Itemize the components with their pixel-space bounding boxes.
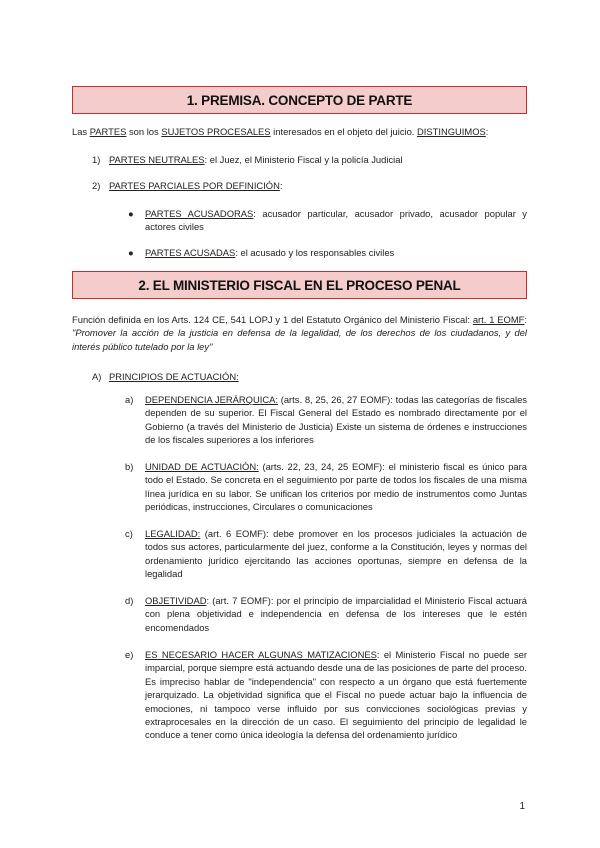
bullet-1-text: : acusador particular, acusador privado, acusador popular y actores civiles <box>145 208 527 233</box>
item-1 <box>109 153 529 166</box>
sub-a-label: PRINCIPIOS DE ACTUACIÓN: <box>109 371 239 382</box>
intro-partes: PARTES <box>89 126 127 137</box>
bullet-1 <box>145 207 527 234</box>
principle-c <box>145 527 527 581</box>
page-number: 1 <box>519 801 525 812</box>
item-2-text: : <box>279 180 283 191</box>
bullet-2-dot: ● <box>128 247 134 258</box>
intro-text-1: Las <box>72 126 90 137</box>
s2-intro-art1-eomf: art. 1 EOMF <box>472 314 525 325</box>
principle-b-label: UNIDAD DE ACTUACIÓN: <box>145 461 259 472</box>
section-1-title: 1. PREMISA. CONCEPTO DE PARTE <box>72 86 527 114</box>
bullet-2-label: PARTES ACUSADAS <box>145 247 236 258</box>
s2-intro-text-2: : <box>524 314 527 325</box>
intro-sujetos-procesales: SUJETOS PROCESALES <box>161 126 271 137</box>
principle-c-number: c) <box>125 528 133 539</box>
bullet-2-text: : el acusado y los responsables civiles <box>235 247 395 258</box>
principle-a-text: (arts. 8, 25, 26, 27 EOMF): todas las categorías de fiscales dependen de su superior. El Fiscal General del Estado es nombrado directamente por el Gobierno (a través del Ministerio de Justicia) Existe un sistema de órdenes e instrucciones de los fiscales superiores a los inferiores <box>145 394 527 446</box>
principle-c-text: (art. 6 EOMF): debe promover en los procesos judiciales la actuación de todos sus actores, particularmente del juez, conforme a la Constitución, leyes y normas del ordenamiento jurídico ejercitando las acciones oportunas, siempre en defensa de la legalidad <box>145 528 527 580</box>
section-2-intro <box>72 313 527 353</box>
item-1-text: : el Juez, el Ministerio Fiscal y la policía Judicial <box>204 154 403 165</box>
principle-a-number: a) <box>125 394 134 405</box>
principle-d-label: OBJETIVIDAD <box>145 595 207 606</box>
principle-e-number: e) <box>125 649 134 660</box>
section-1-intro <box>72 125 532 138</box>
principle-b <box>145 460 527 514</box>
intro-text-3: interesados en el objeto del juicio. <box>270 126 418 137</box>
item-1-label: PARTES NEUTRALES <box>109 154 205 165</box>
principle-e <box>145 648 527 742</box>
principle-e-text: : el Ministerio Fiscal no puede ser imparcial, porque siempre está actuando desde una de las posiciones de parte del proceso. Es impreciso hablar de "independencia" con respecto a un órgano que está fuertemente jerarquizado. La objetividad significa que el Fiscal no puede actuar bajo la influencia de emociones, ni tampoco verse influido por sus convicciones sociológicas previas y extraprocesales en la dirección de un caso. El seguimiento del principio de legalidad le conduce a tener como única ideología la defensa del ordenamiento jurídico <box>145 649 527 741</box>
bullet-2 <box>145 246 527 259</box>
item-2-label: PARTES PARCIALES POR DEFINICIÓN <box>109 180 280 191</box>
item-2-number: 2) <box>92 180 101 191</box>
section-2-title: 2. EL MINISTERIO FISCAL EN EL PROCESO PENAL <box>72 271 527 299</box>
principle-b-number: b) <box>125 461 134 472</box>
principle-d-number: d) <box>125 595 134 606</box>
item-2 <box>109 179 529 192</box>
sub-a-number: A) <box>92 371 102 382</box>
bullet-1-label: PARTES ACUSADORAS <box>145 208 254 219</box>
s2-intro-quote: "Promover la acción de la justicia en defensa de la legalidad, de los derechos de los ciudadanos, y del interés público tutelado por la ley" <box>72 327 527 352</box>
principle-a-label: DEPENDENCIA JERÁRQUICA: <box>145 394 278 405</box>
principle-d <box>145 594 527 634</box>
intro-text-4: : <box>485 126 489 137</box>
principle-d-text: : (art. 7 EOMF): por el principio de imparcialidad el Ministerio Fiscal actuará con plena objetividad e independencia en defensa de los intereses que le estén encomendados <box>145 595 527 633</box>
intro-distinguimos: DISTINGUIMOS <box>417 126 486 137</box>
item-1-number: 1) <box>92 154 101 165</box>
bullet-1-dot: ● <box>128 208 134 219</box>
principle-e-label: ES NECESARIO HACER ALGUNAS MATIZACIONES <box>145 649 377 660</box>
intro-text-2: son los <box>126 126 162 137</box>
s2-intro-text-1: Función definida en los Arts. 124 CE, 541 LOPJ y 1 del Estatuto Orgánico del Ministerio Fiscal: <box>72 314 473 325</box>
principle-a <box>145 393 527 447</box>
principle-c-label: LEGALIDAD: <box>145 528 201 539</box>
principle-b-text: (arts. 22, 23, 24, 25 EOMF): el ministerio fiscal es único para todo el Estado. Se concreta en el seguimiento por parte de todos los fiscales de una misma línea jurídica en su labor. Se unifican los criterios por medio de instrumentos como Juntas periódicas, instrucciones, Circulares o comunicaciones <box>145 461 527 513</box>
